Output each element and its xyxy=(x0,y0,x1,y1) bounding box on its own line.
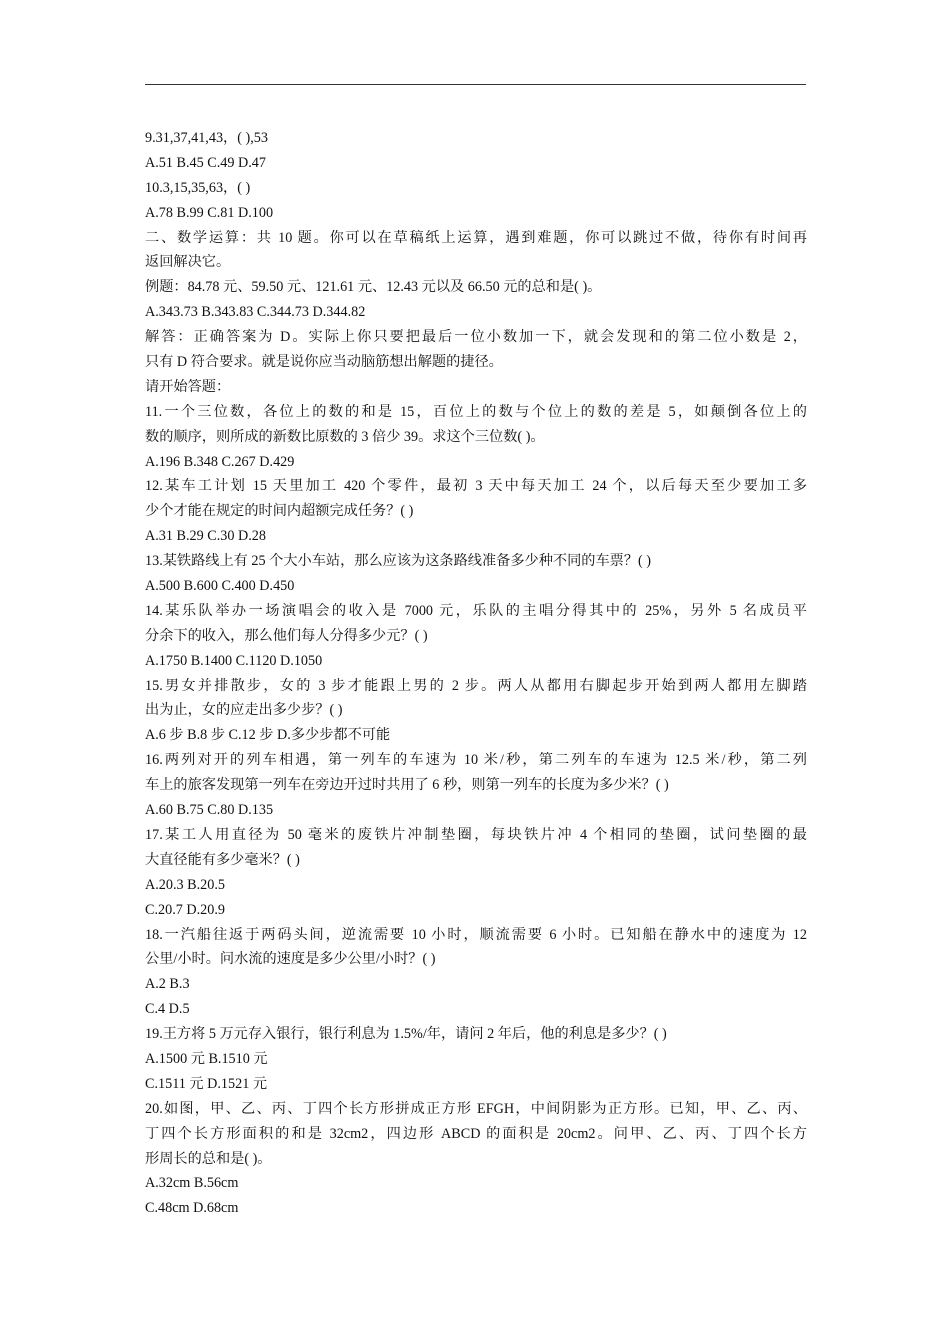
text-line: A.1500 元 B.1510 元 xyxy=(145,1050,268,1067)
text-line: 少个才能在规定的时间内超额完成任务？( ) xyxy=(145,503,414,520)
text-line: C.1511 元 D.1521 元 xyxy=(145,1075,268,1092)
text-line: 只有 D 符合要求。就是说你应当动脑筋想出解题的捷径。 xyxy=(145,354,503,371)
text-line: A.343.73 B.343.83 C.344.73 D.344.82 xyxy=(145,304,366,321)
text-line: 大直径能有多少毫米？( ) xyxy=(145,851,300,868)
text-line: 丁四个长方形面积的和是 32cm2，四边形 ABCD 的面积是 20cm2。问甲、乙、丙、丁四个长方 xyxy=(145,1125,807,1142)
text-line: A.51 B.45 C.49 D.47 xyxy=(145,154,266,171)
text-line: A.500 B.600 C.400 D.450 xyxy=(145,578,295,595)
text-line: 车上的旅客发现第一列车在旁边开过时共用了 6 秒，则第一列车的长度为多少米？( ) xyxy=(145,777,669,794)
text-line: 返回解决它。 xyxy=(145,254,231,271)
text-line: 请开始答题： xyxy=(145,378,231,395)
text-line: A.78 B.99 C.81 D.100 xyxy=(145,204,274,221)
text-line: A.1750 B.1400 C.1120 D.1050 xyxy=(145,652,323,669)
document-body xyxy=(145,126,807,1221)
text-line: 形周长的总和是( )。 xyxy=(145,1150,272,1167)
text-line: 11.一个三位数，各位上的数的和是 15，百位上的数与个位上的数的差是 5，如颠倒各位上的 xyxy=(145,403,807,420)
text-line: 解答：正确答案为 D。实际上你只要把最后一位小数加一下，就会发现和的第二位小数是 2， xyxy=(145,329,807,346)
text-line: 9.31,37,41,43，( ),53 xyxy=(145,130,268,146)
text-line: 14.某乐队举办一场演唱会的收入是 7000 元，乐队的主唱分得其中的 25%，另外 5 名成员平 xyxy=(145,602,807,619)
text-line: A.196 B.348 C.267 D.429 xyxy=(145,453,295,470)
text-line: 二、数学运算：共 10 题。你可以在草稿纸上运算，遇到难题，你可以跳过不做，待你有时间再 xyxy=(145,229,807,246)
text-line: 10.3,15,35,63，( ) xyxy=(145,179,251,196)
text-line: 15.男女并排散步，女的 3 步才能跟上男的 2 步。两人从都用右脚起步开始到两人都用左脚踏 xyxy=(145,677,807,694)
text-line: 12.某车工计划 15 天里加工 420 个零件，最初 3 天中每天加工 24 个，以后每天至少要加工多 xyxy=(145,478,807,495)
text-line: A.60 B.75 C.80 D.135 xyxy=(145,802,274,819)
text-line: 例题：84.78 元、59.50 元、121.61 元、12.43 元以及 66.50 元的总和是( )。 xyxy=(145,279,602,296)
text-line: 分余下的收入，那么他们每人分得多少元？( ) xyxy=(145,627,428,644)
text-line: A.32cm B.56cm xyxy=(145,1175,239,1192)
text-line: 19.王方将 5 万元存入银行，银行利息为 1.5%/年，请问 2 年后，他的利息是多少？( ) xyxy=(145,1026,667,1043)
text-line: 18.一汽船往返于两码头间，逆流需要 10 小时，顺流需要 6 小时。已知船在静水中的速度为 12 xyxy=(145,926,807,943)
text-line: C.4 D.5 xyxy=(145,1001,190,1018)
text-line: A.20.3 B.20.5 xyxy=(145,876,226,893)
text-line: 13.某铁路线上有 25 个大小车站，那么应该为这条路线准备多少种不同的车票？( ) xyxy=(145,553,652,570)
text-line: 20.如图，甲、乙、丙、丁四个长方形拼成正方形 EFGH，中间阴影为正方形。已知，甲、乙、丙、 xyxy=(145,1100,807,1117)
text-line: 16.两列对开的列车相遇，第一列车的车速为 10 米/秒，第二列车的车速为 12.5 米/秒，第二列 xyxy=(145,752,807,769)
text-line: A.2 B.3 xyxy=(145,976,190,993)
text-line: C.20.7 D.20.9 xyxy=(145,901,226,918)
text-line: A.31 B.29 C.30 D.28 xyxy=(145,528,266,545)
text-line: C.48cm D.68cm xyxy=(145,1200,239,1217)
text-line: A.6 步 B.8 步 C.12 步 D.多少步都不可能 xyxy=(145,727,391,744)
text-line: 公里/小时。问水流的速度是多少公里/小时？( ) xyxy=(145,951,436,968)
header-rule xyxy=(145,84,806,85)
text-line: 出为止，女的应走出多少步？( ) xyxy=(145,702,343,719)
text-line: 数的顺序，则所成的新数比原数的 3 倍少 39。求这个三位数( )。 xyxy=(145,428,545,445)
text-line: 17.某工人用直径为 50 毫米的废铁片冲制垫圈，每块铁片冲 4 个相同的垫圈，试问垫圈的最 xyxy=(145,826,807,843)
